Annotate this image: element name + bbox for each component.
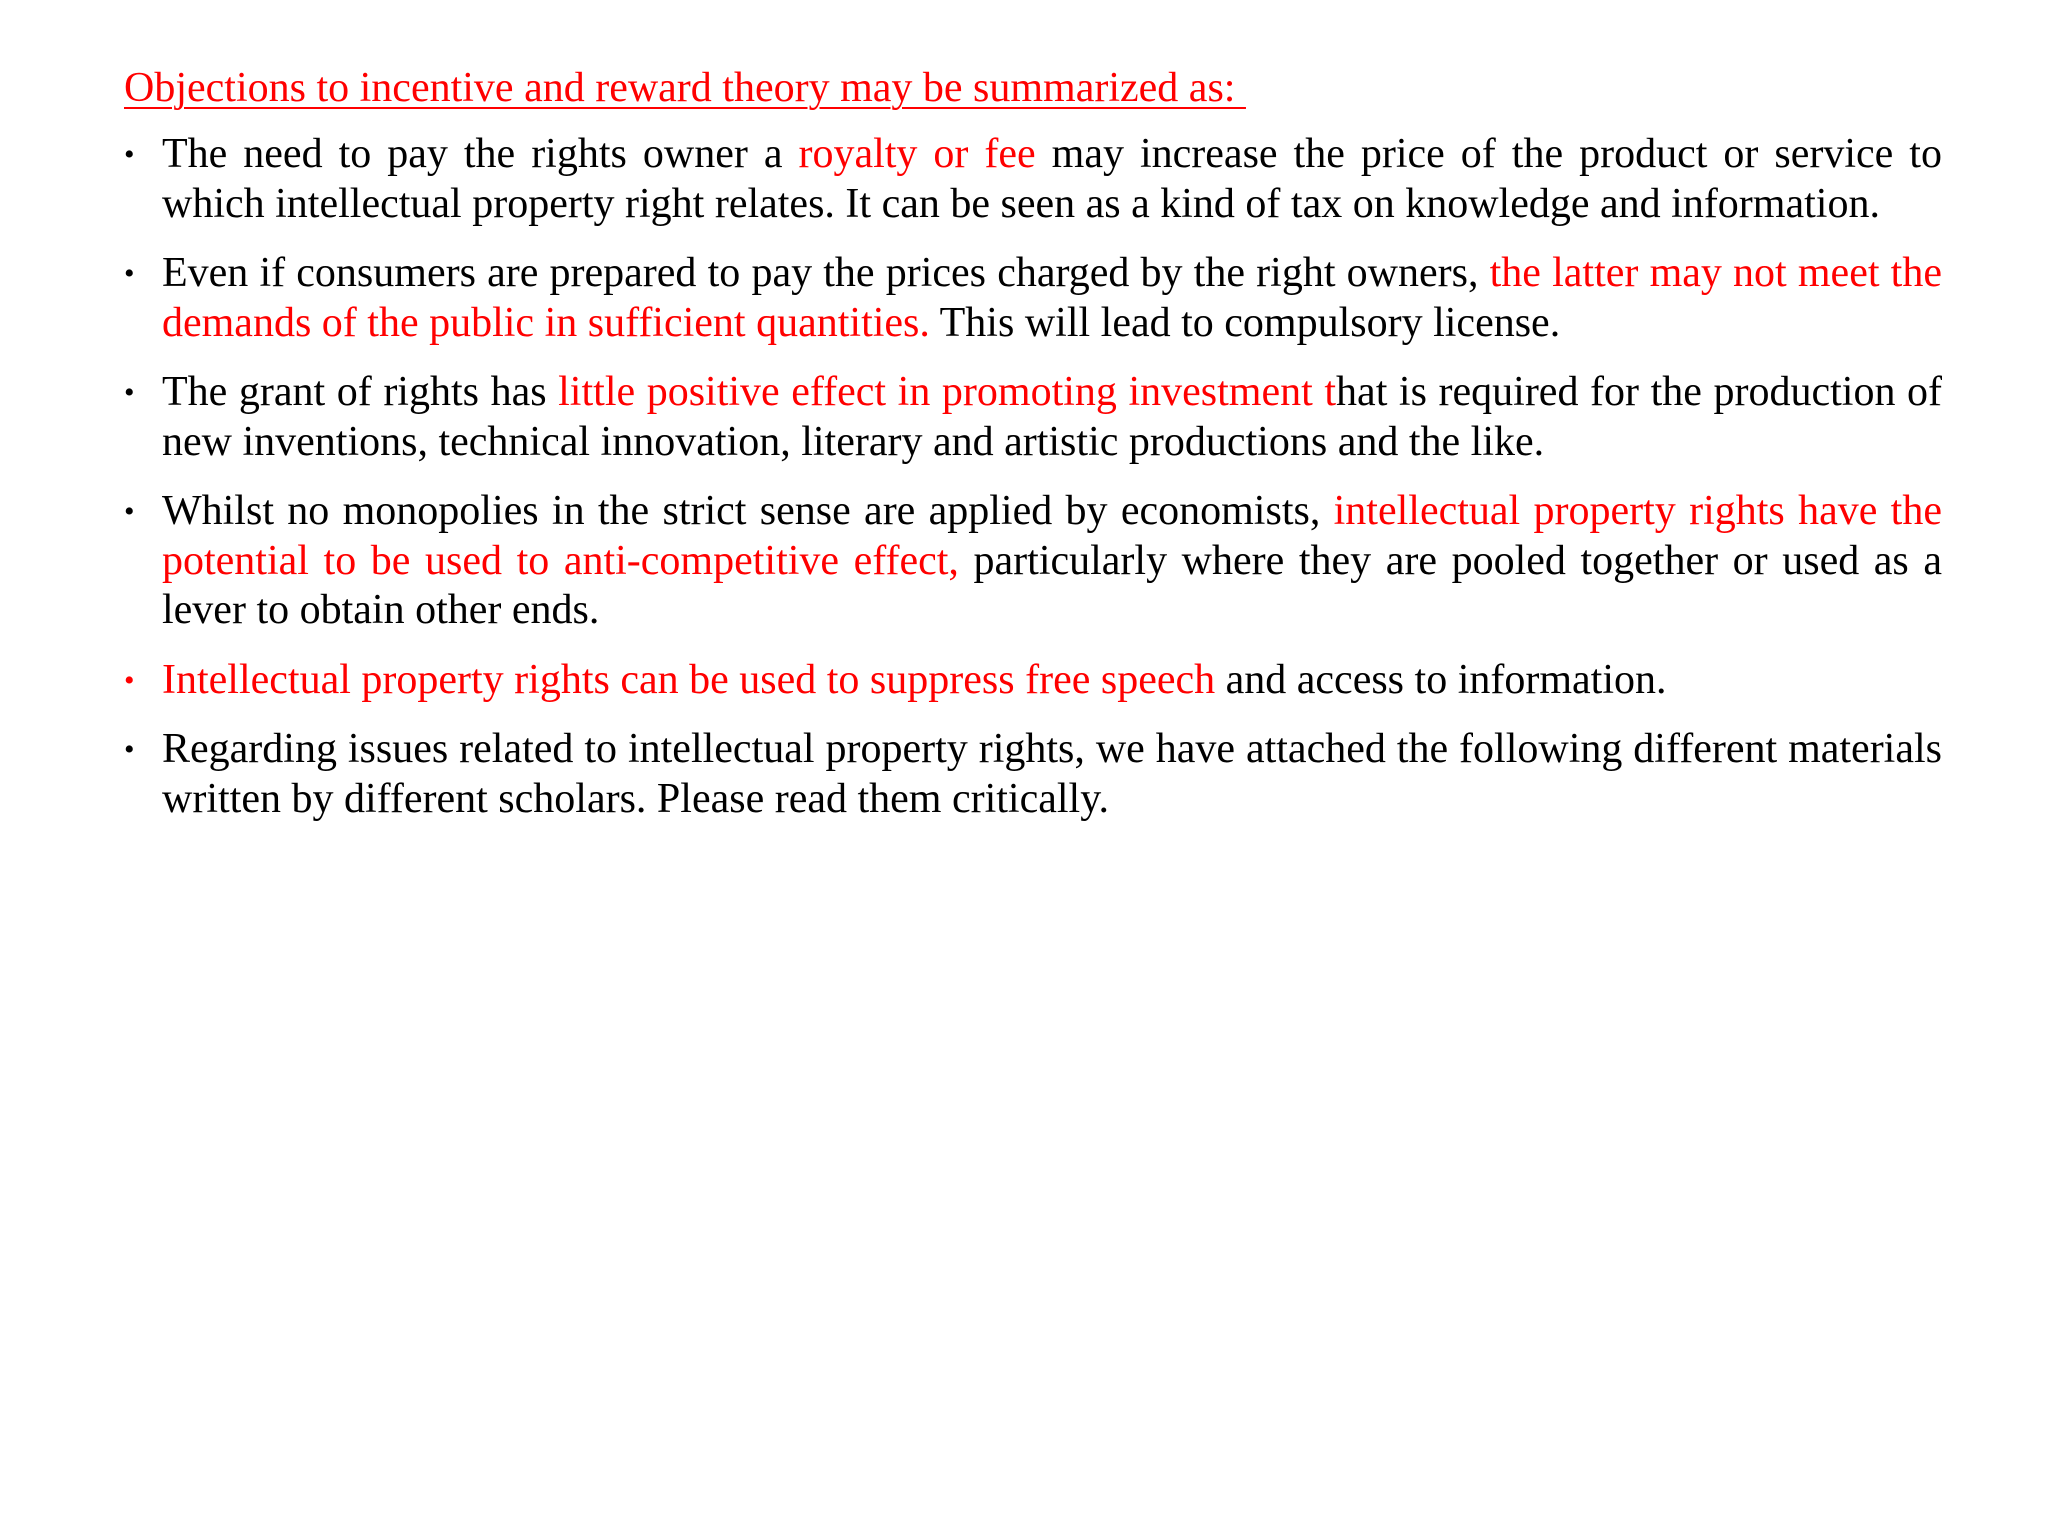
- bullet-list: [124, 130, 1942, 844]
- bullet-text: Even if consumers are prepared to pay the prices charged by the right owners,: [162, 250, 1490, 296]
- bullet-text-highlight: intellectual property rights have the potential to be used to anti-competitive effect,: [162, 488, 1942, 584]
- bullet-item: [124, 368, 1942, 467]
- bullet-item: [124, 487, 1942, 636]
- bullet-text: The need to pay the rights owner a: [162, 131, 799, 177]
- bullet-item: [124, 130, 1942, 229]
- slide-heading: Objections to incentive and reward theory may be summarized as:: [124, 65, 1246, 111]
- bullet-text: and access to information.: [1215, 656, 1667, 703]
- bullet-text-highlight: the latter may not meet the demands of the public in sufficient quantities.: [162, 250, 1942, 346]
- bullet-text: Whilst no monopolies in the strict sense are applied by economists,: [162, 488, 1334, 534]
- bullet-dot-icon: •: [124, 257, 135, 290]
- bullet-text: hat is required for the production of new inventions, technical innovation, literary and artistic productions and the like.: [162, 369, 1943, 465]
- bullet-dot-icon: •: [124, 733, 135, 766]
- bullet-text: particularly where they are pooled together or used as a lever to obtain other ends.: [162, 537, 1942, 633]
- bullet-dot-icon: •: [124, 663, 135, 697]
- bullet-text: may increase the price of the product or service to which intellectual property right relates. It can be seen as a kind of tax on knowledge and information.: [162, 131, 1942, 227]
- bullet-text: This will lead to compulsory license.: [929, 299, 1561, 346]
- bullet-dot-icon: •: [124, 376, 135, 409]
- bullet-dot-icon: •: [124, 138, 135, 171]
- bullet-text: Regarding issues related to intellectual property rights, we have attached the following different materials written by different scholars. Please read them critically.: [162, 726, 1942, 822]
- bullet-item: [124, 725, 1942, 824]
- bullet-text-highlight: little positive effect in promoting investment t: [558, 369, 1337, 415]
- bullet-text: The grant of rights has: [162, 369, 559, 415]
- bullet-dot-icon: •: [124, 495, 135, 528]
- bullet-item: [124, 249, 1942, 348]
- bullet-item: [124, 656, 1942, 706]
- bullet-text-highlight: royalty or fee: [798, 131, 1036, 177]
- bullet-text-highlight: Intellectual property rights can be used to suppress free speech: [162, 656, 1216, 703]
